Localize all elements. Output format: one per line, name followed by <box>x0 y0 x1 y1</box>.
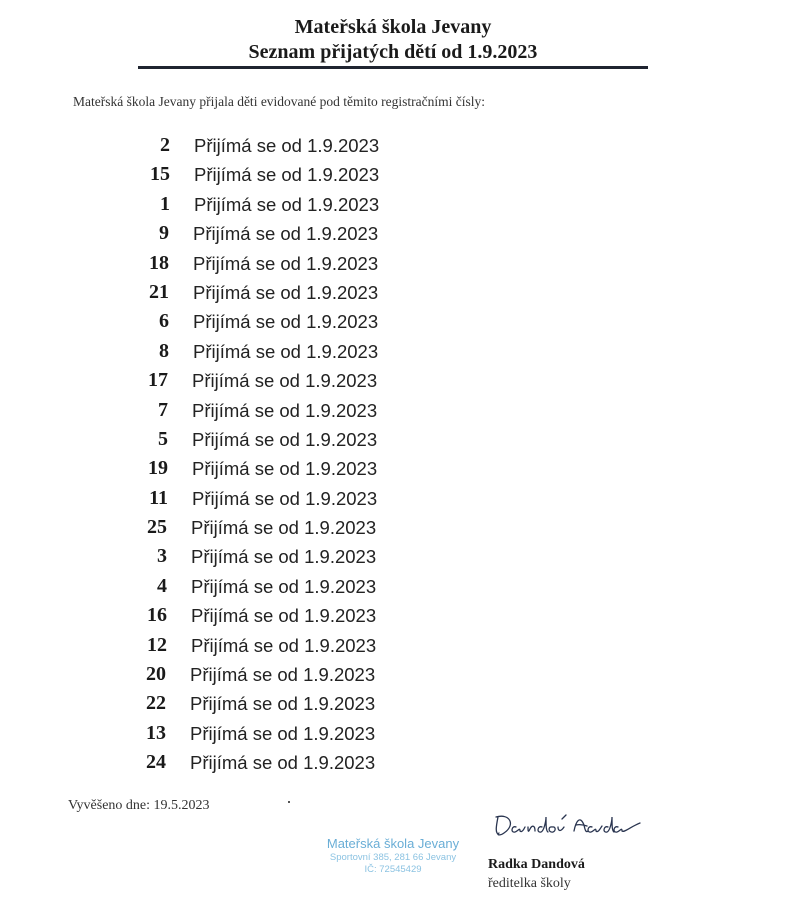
registration-number: 5 <box>158 427 168 450</box>
admission-status: Přijímá se od 1.9.2023 <box>191 517 377 539</box>
scan-speck <box>288 801 290 803</box>
handwritten-signature <box>490 805 650 845</box>
intro-text: Mateřská škola Jevany přijala děti evidované pod těmito registračními čísly: <box>73 94 486 109</box>
registration-number: 1 <box>160 192 170 215</box>
admission-status: Přijímá se od 1.9.2023 <box>190 664 376 686</box>
admission-status: Přijímá se od 1.9.2023 <box>190 693 376 715</box>
admission-status: Přijímá se od 1.9.2023 <box>194 135 380 156</box>
admission-status: Přijímá se od 1.9.2023 <box>191 575 377 597</box>
list-item <box>0 161 789 190</box>
list-item <box>0 661 789 690</box>
stamp-ico: IČ: 72545429 <box>364 864 422 875</box>
school-stamp <box>318 836 468 876</box>
registration-number: 18 <box>149 251 169 274</box>
title-underline <box>138 66 648 69</box>
registration-number: 21 <box>149 280 169 303</box>
admission-status: Přijímá se od 1.9.2023 <box>194 164 380 186</box>
registration-number: 16 <box>147 604 167 627</box>
admitted-children-list <box>0 132 789 779</box>
registration-number: 4 <box>157 574 167 597</box>
registration-number: 25 <box>147 516 167 539</box>
admission-status: Přijímá se od 1.9.2023 <box>194 193 380 215</box>
registration-number: 22 <box>146 692 166 715</box>
stamp-school-name: Mateřská škola Jevany <box>326 836 460 851</box>
list-item <box>0 720 789 749</box>
admission-status: Přijímá se od 1.9.2023 <box>193 252 379 274</box>
registration-number: 24 <box>146 751 166 774</box>
list-item <box>0 602 789 631</box>
registration-number: 11 <box>149 486 168 509</box>
list-item <box>0 279 789 308</box>
list-item <box>0 543 789 572</box>
document-subtitle: Seznam přijatých dětí od 1.9.2023 <box>248 41 538 63</box>
registration-number: 8 <box>159 339 169 362</box>
admission-status: Přijímá se od 1.9.2023 <box>192 399 378 421</box>
admission-status: Přijímá se od 1.9.2023 <box>191 605 377 627</box>
posted-date: Vyvěšeno dne: 19.5.2023 <box>68 798 210 813</box>
list-item <box>0 220 789 249</box>
list-item <box>0 132 789 161</box>
list-item <box>0 632 789 661</box>
admission-status: Přijímá se od 1.9.2023 <box>190 752 376 774</box>
admission-status: Přijímá se od 1.9.2023 <box>193 223 379 245</box>
admission-status: Přijímá se od 1.9.2023 <box>190 722 376 744</box>
stamp-address: Sportovní 385, 281 66 Jevany <box>329 852 457 863</box>
list-item <box>0 397 789 426</box>
admission-status: Přijímá se od 1.9.2023 <box>192 428 378 450</box>
list-item <box>0 191 789 220</box>
registration-number: 15 <box>150 163 170 186</box>
list-item <box>0 749 789 778</box>
document-title: Mateřská škola Jevany <box>294 16 492 38</box>
list-item <box>0 690 789 719</box>
signer-role: ředitelka školy <box>488 876 571 891</box>
list-item <box>0 485 789 514</box>
list-item <box>0 514 789 543</box>
registration-number: 6 <box>159 310 169 333</box>
list-item <box>0 367 789 396</box>
registration-number: 3 <box>157 545 167 568</box>
registration-number: 7 <box>158 398 168 421</box>
admission-status: Přijímá se od 1.9.2023 <box>193 311 379 333</box>
registration-number: 17 <box>148 369 168 392</box>
admission-status: Přijímá se od 1.9.2023 <box>192 458 378 480</box>
registration-number: 19 <box>148 457 168 480</box>
admission-status: Přijímá se od 1.9.2023 <box>193 340 379 362</box>
signer-name: Radka Dandová <box>488 857 585 872</box>
admission-status: Přijímá se od 1.9.2023 <box>192 370 378 392</box>
list-item <box>0 426 789 455</box>
registration-number: 13 <box>146 721 166 744</box>
list-item <box>0 308 789 337</box>
registration-number: 2 <box>160 134 170 156</box>
list-item <box>0 573 789 602</box>
registration-number: 12 <box>147 633 167 656</box>
admission-status: Přijímá se od 1.9.2023 <box>193 281 379 303</box>
admission-status: Přijímá se od 1.9.2023 <box>192 487 378 509</box>
list-item <box>0 250 789 279</box>
list-item <box>0 338 789 367</box>
registration-number: 20 <box>146 663 166 686</box>
registration-number: 9 <box>159 222 169 245</box>
admission-status: Přijímá se od 1.9.2023 <box>191 546 377 568</box>
admission-status: Přijímá se od 1.9.2023 <box>191 634 377 656</box>
list-item <box>0 455 789 484</box>
